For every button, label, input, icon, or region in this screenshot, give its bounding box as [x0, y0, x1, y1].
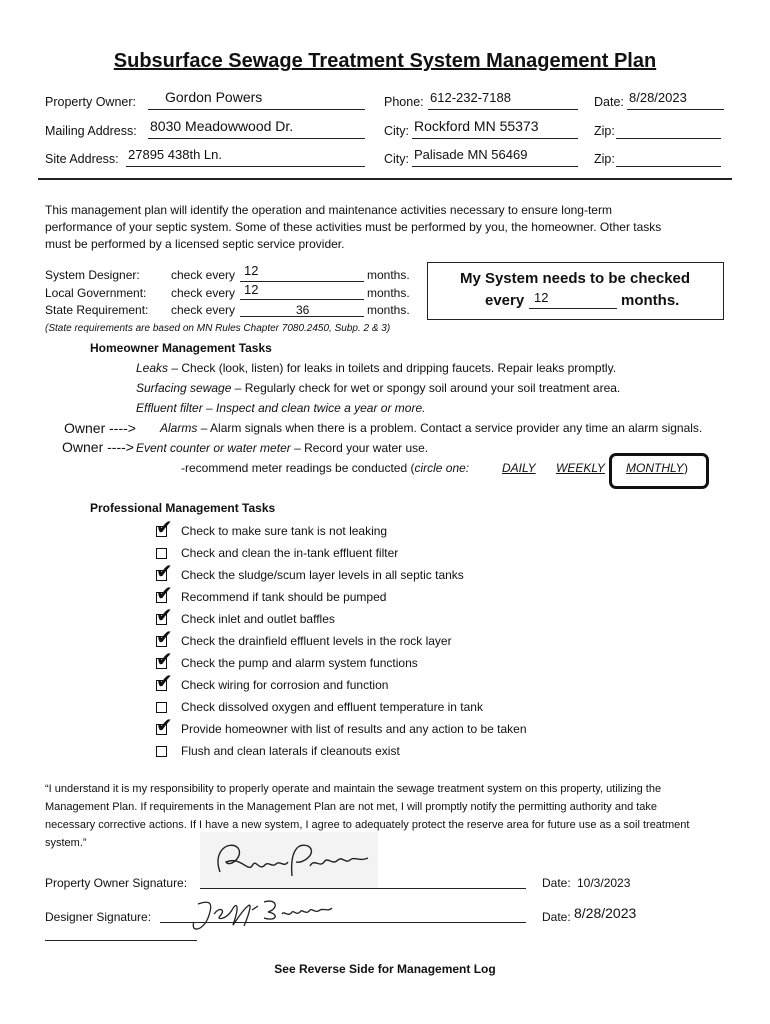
intro-line-2: performance of your septic system. Some of these activities must be performed by you, the homeowner. Other tasks	[45, 220, 662, 234]
surfacing-text: – Regularly check for wet or spongy soil around your soil treatment area.	[234, 381, 621, 395]
local-schedule-prefix: check every	[171, 286, 236, 300]
effluent-line: Effluent filter – Inspect and clean twice a year or more.	[136, 401, 426, 415]
statement-line-2: Management Plan. If requirements in the Management Plan are not met, I will promptly notify the permitting authority and take	[45, 801, 658, 813]
designer-signature-label: Designer Signature:	[45, 910, 152, 924]
circle-one-label: circle one:	[414, 461, 470, 475]
zip1-label: Zip:	[594, 124, 615, 138]
task-row	[156, 581, 576, 607]
task-row	[156, 603, 576, 629]
my-system-suffix: months.	[621, 292, 680, 309]
date-underline	[627, 109, 724, 110]
phone-underline	[428, 109, 578, 110]
footer-note: See Reverse Side for Management Log	[274, 962, 496, 976]
checkmark-icon: ✔	[156, 669, 173, 693]
leaks-text: – Check (look, listen) for leaks in toilets and dripping faucets. Repair leaks promptly.	[171, 361, 617, 375]
state-schedule-suffix: months.	[367, 303, 410, 317]
local-schedule-suffix: months.	[367, 286, 410, 300]
designer-schedule-label: System Designer:	[45, 268, 140, 282]
checkbox-icon[interactable]	[156, 746, 167, 757]
designer-date-value[interactable]: 8/28/2023	[574, 905, 637, 921]
phone-label: Phone:	[384, 95, 424, 109]
event-text: – Record your water use.	[294, 441, 429, 455]
surfacing-line	[136, 381, 620, 395]
intro-line-3: must be performed by a licensed septic service provider.	[45, 237, 345, 251]
designer-schedule-suffix: months.	[367, 268, 410, 282]
task-label: Check dissolved oxygen and effluent temperature in tank	[181, 700, 483, 714]
checkmark-icon: ✔	[156, 581, 173, 605]
checkbox-icon[interactable]	[156, 702, 167, 713]
checkbox-icon[interactable]	[156, 548, 167, 559]
mailing-field[interactable]: 8030 Meadowwood Dr.	[150, 118, 294, 134]
task-label: Check inlet and outlet baffles	[181, 612, 335, 626]
local-schedule-value[interactable]: 12	[244, 282, 259, 297]
checkmark-icon: ✔	[156, 603, 173, 627]
city1-underline	[412, 138, 578, 139]
city2-label: City:	[384, 152, 409, 166]
statement-line-3: necessary corrective actions. If I have a new system, I agree to adequately protect the reserve area for future use as a soil treatment	[45, 819, 690, 831]
option-daily[interactable]: DAILY	[502, 461, 536, 475]
task-row	[156, 625, 576, 651]
page-title: Subsurface Sewage Treatment System Management Plan	[113, 50, 657, 72]
task-row	[156, 743, 576, 761]
task-label: Check wiring for corrosion and function	[181, 678, 389, 692]
task-label: Check the sludge/scum layer levels in all septic tanks	[181, 568, 464, 582]
owner-label: Property Owner:	[45, 95, 137, 109]
surfacing-term: Surfacing sewage	[136, 381, 232, 395]
checkmark-icon: ✔	[156, 713, 173, 737]
task-label: Check and clean the in-tank effluent filter	[181, 546, 399, 560]
owner-date-value[interactable]: 10/3/2023	[577, 876, 631, 890]
checkmark-icon: ✔	[156, 515, 173, 539]
option-monthly[interactable]: MONTHLY	[626, 461, 684, 475]
state-schedule-label: State Requirement:	[45, 303, 149, 317]
task-label: Recommend if tank should be pumped	[181, 590, 387, 604]
alarms-term: Alarms	[160, 421, 198, 435]
designer-date-label: Date:	[542, 910, 571, 924]
site-underline	[126, 166, 365, 167]
owner-date-label: Date:	[542, 876, 571, 890]
zip2-field[interactable]	[616, 166, 721, 167]
owner-mark-2: Owner ---->	[62, 439, 134, 455]
statement-line-4: system.”	[45, 837, 87, 849]
header-divider	[38, 178, 732, 180]
checkmark-icon: ✔	[156, 647, 173, 671]
city2-underline	[412, 166, 578, 167]
alarms-text: – Alarm signals when there is a problem. Contact a service provider any time an alarm signals.	[200, 421, 703, 435]
local-schedule-underline	[240, 299, 364, 300]
state-schedule-value: 36	[296, 303, 310, 317]
mailing-underline	[148, 138, 365, 139]
task-label: Check to make sure tank is not leaking	[181, 524, 388, 538]
date-field[interactable]: 8/28/2023	[629, 90, 687, 105]
meter-close-paren: )	[684, 461, 688, 475]
my-system-prefix: every	[485, 292, 525, 309]
my-system-underline	[529, 308, 617, 309]
state-schedule-prefix: check every	[171, 303, 236, 317]
task-row	[156, 559, 576, 585]
date-label: Date:	[594, 95, 624, 109]
designer-signature-overflow-line	[45, 940, 197, 941]
designer-schedule-underline	[240, 281, 364, 282]
meter-line	[181, 461, 469, 475]
task-row	[156, 669, 576, 695]
designer-schedule-prefix: check every	[171, 268, 236, 282]
event-line	[136, 441, 428, 455]
task-row	[156, 699, 576, 717]
event-term: Event counter or water meter	[136, 441, 291, 455]
task-row	[156, 545, 576, 563]
leaks-term: Leaks	[136, 361, 169, 375]
owner-signature-label: Property Owner Signature:	[45, 876, 188, 890]
mailing-label: Mailing Address:	[45, 124, 137, 138]
state-rules-note: (State requirements are based on MN Rules Chapter 7080.2450, Subp. 2 & 3)	[45, 323, 391, 334]
task-label: Check the drainfield effluent levels in the rock layer	[181, 634, 452, 648]
professional-heading: Professional Management Tasks	[90, 501, 276, 515]
site-field[interactable]: 27895 438th Ln.	[128, 147, 222, 162]
task-row	[156, 515, 576, 541]
task-label: Provide homeowner with list of results and any action to be taken	[181, 722, 527, 736]
homeowner-heading: Homeowner Management Tasks	[90, 341, 272, 355]
task-label: Flush and clean laterals if cleanouts exist	[181, 744, 400, 758]
monthly-circle-mark	[609, 453, 709, 489]
city2-field[interactable]: Palisade MN 56469	[414, 147, 528, 162]
my-system-months-value[interactable]: 12	[534, 290, 549, 305]
phone-field[interactable]: 612-232-7188	[430, 90, 511, 105]
zip1-field[interactable]	[616, 138, 721, 139]
checkmark-icon: ✔	[156, 559, 173, 583]
city1-label: City:	[384, 124, 409, 138]
owner-field[interactable]: Gordon Powers	[165, 89, 263, 105]
intro-line-1: This management plan will identify the operation and maintenance activities necessary to ensure long-term	[45, 203, 612, 217]
my-system-heading: My System needs to be checked	[459, 270, 691, 287]
option-weekly[interactable]: WEEKLY	[556, 461, 605, 475]
designer-signature	[180, 892, 340, 938]
owner-mark-1: Owner ---->	[64, 420, 136, 436]
zip2-label: Zip:	[594, 152, 615, 166]
owner-underline	[148, 109, 365, 110]
task-row	[156, 713, 576, 739]
designer-schedule-value[interactable]: 12	[244, 263, 259, 278]
local-schedule-label: Local Government:	[45, 286, 147, 300]
owner-signature	[200, 832, 380, 890]
task-label: Check the pump and alarm system functions	[181, 656, 418, 670]
site-label: Site Address:	[45, 152, 119, 166]
statement-line-1: “I understand it is my responsibility to properly operate and maintain the sewage treatment system on this property, utilizing the	[45, 783, 662, 795]
alarms-line	[160, 421, 702, 435]
task-row	[156, 647, 576, 673]
meter-text: -recommend meter readings be conducted (	[181, 461, 415, 475]
checkmark-icon: ✔	[156, 625, 173, 649]
city1-field[interactable]: Rockford MN 55373	[414, 118, 539, 134]
leaks-line	[136, 361, 616, 375]
